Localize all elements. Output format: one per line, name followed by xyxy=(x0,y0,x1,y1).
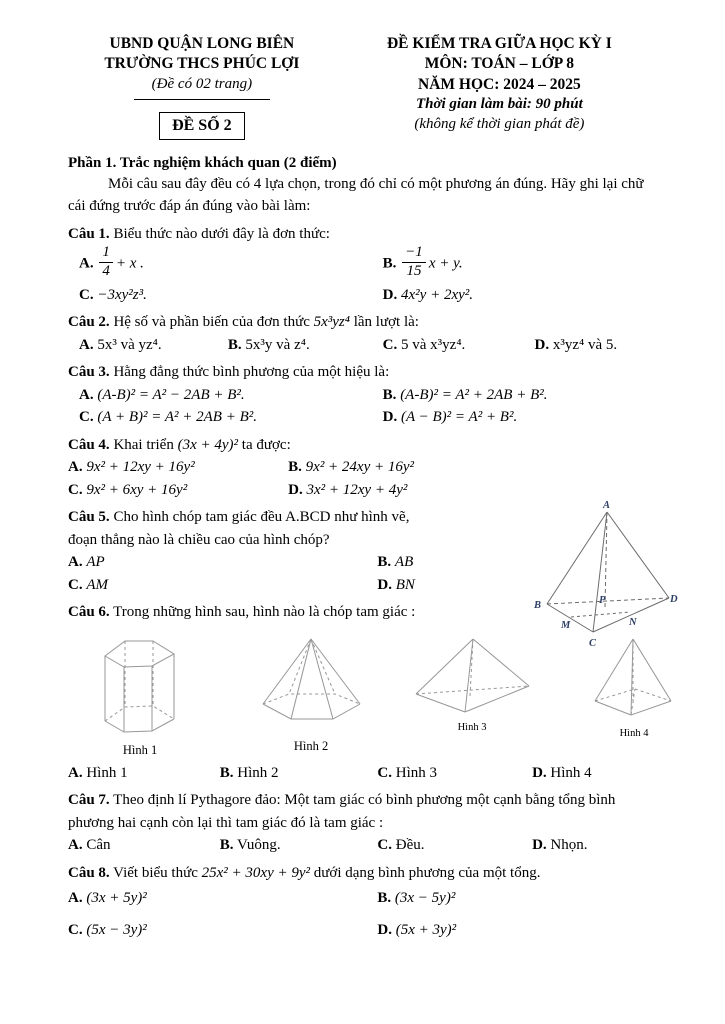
option-c xyxy=(68,574,377,597)
option-c xyxy=(377,834,532,857)
hexagonal-pyramid-svg xyxy=(256,632,366,732)
question-3-options xyxy=(68,384,663,429)
question-8-text xyxy=(68,862,663,885)
question-7 xyxy=(68,789,663,857)
figure-caption: Hình 3 xyxy=(457,721,487,733)
option-letter: C. xyxy=(68,481,83,498)
section-intro: Mỗi câu sau đây đều có 4 lựa chọn, trong đó chỉ có một phương án đúng. Hãy ghi lại chữ cái đứng trước đáp án đúng vào bài làm: xyxy=(68,175,644,215)
option-a xyxy=(68,834,220,857)
option-letter: C. xyxy=(377,837,392,854)
question-label: Câu 1. xyxy=(68,225,110,242)
option-letter: A. xyxy=(79,336,94,353)
question-2 xyxy=(68,311,663,356)
prism-edges xyxy=(105,641,174,732)
question-text: Theo định lí Pythagore đảo: Một tam giác có bình phương một cạnh bằng tổng bình phương hai cạnh còn lại thì tam giác đó là tam giác : xyxy=(68,792,616,831)
question-3 xyxy=(68,361,663,429)
option-letter: C. xyxy=(68,921,83,938)
option-letter: A. xyxy=(79,256,94,272)
option-letter: A. xyxy=(68,890,83,907)
option-text: BN xyxy=(395,576,415,593)
fraction-numerator: −1 xyxy=(402,245,426,263)
question-8-options xyxy=(68,887,663,941)
option-text: Vuông. xyxy=(236,837,281,854)
vertex-label-c: C xyxy=(589,638,597,649)
option-b xyxy=(288,456,663,479)
option-letter: D. xyxy=(532,764,547,781)
option-b xyxy=(220,834,378,857)
question-label: Câu 4. xyxy=(68,436,110,453)
question-2-options xyxy=(68,334,663,357)
fraction xyxy=(99,245,113,280)
figure-caption: Hình 2 xyxy=(293,738,329,753)
option-d xyxy=(534,334,663,357)
option-letter: D. xyxy=(377,921,392,938)
question-5-text-2: đoạn thẳng nào là chiều cao của hình chóp? xyxy=(68,531,330,548)
option-text: (A-B)² = A² + 2AB + B². xyxy=(400,386,548,403)
option-letter: D. xyxy=(288,481,303,498)
subject-line: MÔN: TOÁN – LỚP 8 xyxy=(424,55,575,73)
option-d xyxy=(377,919,663,942)
option-text: Hình 2 xyxy=(237,764,279,781)
question-6-figures xyxy=(68,632,663,760)
figure-hinh-1 xyxy=(94,632,186,760)
option-text: Hình 1 xyxy=(86,764,128,781)
point-label-p: P xyxy=(599,595,606,607)
option-text: Hình 4 xyxy=(550,764,592,781)
question-text: Hằng đẳng thức bình phương của một hiệu là: xyxy=(113,364,390,381)
option-letter: B. xyxy=(288,459,302,476)
option-text: (5x − 3y)² xyxy=(86,921,147,938)
fraction-numerator: 1 xyxy=(99,245,113,263)
option-text: Hình 3 xyxy=(395,764,437,781)
option-text: + x . xyxy=(115,256,144,272)
option-text: AB xyxy=(394,554,414,571)
option-a xyxy=(68,887,377,910)
option-text: 4x²y + 2xy². xyxy=(401,286,474,303)
option-letter: A. xyxy=(68,764,83,781)
question-math: 25x² + 30xy + 9y² xyxy=(201,864,311,881)
option-d xyxy=(532,834,663,857)
option-letter: D. xyxy=(377,576,392,593)
option-a xyxy=(68,551,377,574)
option-letter: A. xyxy=(79,386,94,403)
option-text: x + y. xyxy=(428,256,463,272)
option-text: 9x² + 12xy + 16y² xyxy=(86,459,195,476)
question-text: Viết biểu thức xyxy=(113,864,198,881)
point-label-n: N xyxy=(629,617,637,629)
option-letter: A. xyxy=(68,554,83,571)
option-text: 5x³y và z⁴. xyxy=(245,336,310,353)
pyramid-figure xyxy=(529,498,679,648)
option-letter: A. xyxy=(68,837,83,854)
option-b xyxy=(220,762,378,785)
question-7-options xyxy=(68,834,663,857)
figure-hinh-2 xyxy=(256,632,366,756)
pyramid-edges xyxy=(547,512,669,632)
vertex-label-b: B xyxy=(534,600,542,612)
option-a xyxy=(79,334,228,357)
vertex-label-d: D xyxy=(670,594,678,606)
option-text: −3xy²z³. xyxy=(97,286,147,303)
option-c xyxy=(68,479,288,502)
question-text: dưới dạng bình phương của một tổng. xyxy=(313,864,541,881)
option-text: (3x + 5y)² xyxy=(86,890,147,907)
option-letter: A. xyxy=(68,459,83,476)
option-letter: C. xyxy=(68,576,83,593)
option-letter: C. xyxy=(79,409,94,426)
question-label: Câu 3. xyxy=(68,364,110,381)
question-label: Câu 5. xyxy=(68,509,110,526)
option-text: Đều. xyxy=(395,837,425,854)
school-name: TRƯỜNG THCS PHÚC LỢI xyxy=(104,55,300,73)
option-text: 5 và x³yz⁴. xyxy=(401,336,466,353)
option-letter: C. xyxy=(377,764,392,781)
option-letter: B. xyxy=(377,890,392,907)
option-c xyxy=(68,919,377,942)
question-2-text xyxy=(68,311,663,334)
option-letter: B. xyxy=(377,554,392,571)
option-d xyxy=(532,762,663,785)
option-b xyxy=(383,245,663,284)
option-a xyxy=(68,762,220,785)
fraction-denominator: 15 xyxy=(406,263,422,280)
point-label-m: M xyxy=(561,620,571,632)
option-b xyxy=(228,334,383,357)
note-line: (không kể thời gian phát đề) xyxy=(414,116,585,133)
option-text: Cân xyxy=(86,837,111,854)
question-1 xyxy=(68,223,663,307)
question-3-text xyxy=(68,361,663,384)
option-text: 5x³ và yz⁴. xyxy=(97,336,162,353)
pyramid-edges xyxy=(595,639,671,715)
question-text: Khai triển xyxy=(113,436,174,453)
question-4-text xyxy=(68,434,663,457)
section-title: Phần 1. Trắc nghiệm khách quan (2 điểm) xyxy=(68,154,337,171)
option-text: AP xyxy=(86,554,105,571)
triangular-pyramid-svg xyxy=(412,632,532,718)
pages-note: (Đề có 02 trang) xyxy=(134,75,270,100)
question-label: Câu 7. xyxy=(68,792,110,809)
question-label: Câu 2. xyxy=(68,314,110,331)
question-label: Câu 8. xyxy=(68,864,110,881)
question-text: Hệ số và phần biến của đơn thức xyxy=(113,314,310,331)
option-letter: D. xyxy=(534,336,550,353)
option-text: 9x² + 24xy + 16y² xyxy=(305,459,415,476)
question-4-options xyxy=(68,456,663,501)
question-text: Cho hình chóp tam giác đều A.BCD như hình vẽ, xyxy=(113,509,410,526)
question-6-options xyxy=(68,762,663,785)
option-letter: C. xyxy=(79,286,94,303)
question-1-options xyxy=(68,245,663,306)
exam-number-wrap xyxy=(68,112,336,140)
question-4 xyxy=(68,434,663,502)
question-text: lần lượt là: xyxy=(353,314,419,331)
option-letter: B. xyxy=(219,837,234,854)
question-1-text xyxy=(68,223,663,246)
question-label: Câu 6. xyxy=(68,604,110,621)
option-text: (A + B)² = A² + 2AB + B². xyxy=(97,409,257,426)
option-letter: B. xyxy=(382,386,397,403)
header-left xyxy=(68,34,336,140)
org-name: UBND QUẬN LONG BIÊN xyxy=(109,35,295,52)
question-text: ta được: xyxy=(241,436,291,453)
figure-hinh-3 xyxy=(412,632,532,736)
option-letter: D. xyxy=(532,837,547,854)
option-text: (3x − 5y)² xyxy=(394,890,456,907)
option-d xyxy=(383,284,663,307)
option-letter: D. xyxy=(382,286,398,303)
fraction-denominator: 4 xyxy=(102,263,110,280)
option-letter: B. xyxy=(219,764,234,781)
document-header xyxy=(68,34,663,140)
option-letter: D. xyxy=(382,409,398,426)
header-right xyxy=(336,34,663,140)
figure-caption: Hình 1 xyxy=(122,742,158,757)
question-text: Trong những hình sau, hình nào là chóp tam giác : xyxy=(113,604,416,621)
option-text: x³yz⁴ và 5. xyxy=(552,336,618,353)
question-math: 5x³yz⁴ xyxy=(313,314,350,331)
option-c xyxy=(377,762,532,785)
option-letter: C. xyxy=(382,336,398,353)
option-text: 9x² + 6xy + 16y² xyxy=(86,481,188,498)
question-8 xyxy=(68,862,663,942)
option-c xyxy=(383,334,535,357)
duration-line: Thời gian làm bài: 90 phút xyxy=(415,96,583,113)
option-text: 3x² + 12xy + 4y² xyxy=(306,481,408,498)
option-text: (5x + 3y)² xyxy=(395,921,457,938)
pyramid-edges xyxy=(416,639,529,712)
option-b xyxy=(377,887,663,910)
fraction xyxy=(402,245,426,280)
option-a xyxy=(79,384,383,407)
exam-number-box: ĐỀ SỐ 2 xyxy=(159,112,245,140)
option-letter: B. xyxy=(227,336,242,353)
option-a xyxy=(68,456,288,479)
option-c xyxy=(79,406,383,429)
option-c xyxy=(79,284,383,307)
question-text: Biểu thức nào dưới đây là đơn thức: xyxy=(113,225,330,242)
option-text: Nhọn. xyxy=(550,837,588,854)
option-a xyxy=(79,245,383,284)
question-7-text xyxy=(68,789,663,834)
pyramid-edges xyxy=(263,639,360,719)
vertex-label-a: A xyxy=(603,500,611,512)
option-letter: B. xyxy=(382,256,397,272)
pyramid-figure-svg xyxy=(529,498,679,648)
question-math: (3x + 4y)² xyxy=(177,436,239,453)
option-text: (A-B)² = A² − 2AB + B². xyxy=(97,386,245,403)
exam-title: ĐỀ KIỂM TRA GIỮA HỌC KỲ I xyxy=(386,35,612,52)
option-text: (A − B)² = A² + B². xyxy=(401,409,518,426)
figure-caption: Hình 4 xyxy=(619,727,649,739)
hexagonal-prism-svg xyxy=(94,632,186,736)
option-d xyxy=(383,406,663,429)
school-year-line: NĂM HỌC: 2024 – 2025 xyxy=(418,75,581,93)
option-text: AM xyxy=(86,576,109,593)
option-b xyxy=(383,384,663,407)
